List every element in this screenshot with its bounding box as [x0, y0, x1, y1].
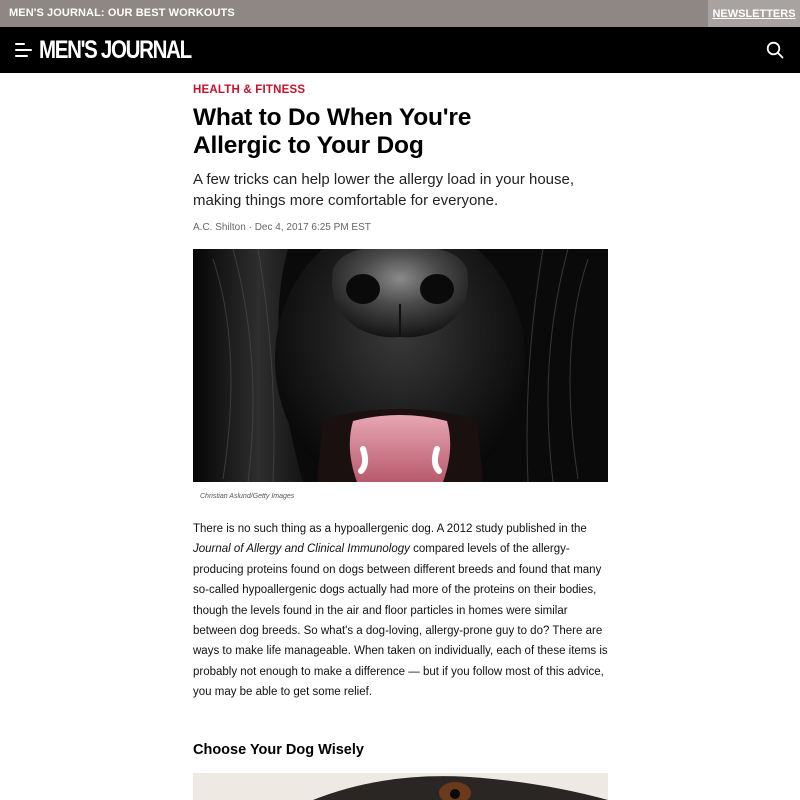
section-image: [193, 773, 608, 800]
paragraph-text-end: compared levels of the allergy-producing proteins found on dogs between different breeds and found that many so-called hypoallergenic dogs actually had more of the proteins on their bodies, though the levels found in the air and floor particles in homes were similar between dog breeds. So what's a dog-loving, allergy-prone guy to do? There are ways to make life manageable. When taken on individually, each of these items is probably not enough to make a difference — but if you follow most of this advice, you may be able to get some relief.: [193, 543, 608, 699]
headline-line-1: What to Do When You're: [193, 104, 472, 131]
category-link[interactable]: HEALTH & FITNESS: [193, 84, 306, 96]
article-headline: [193, 104, 613, 160]
promo-bar: [0, 0, 800, 27]
image-caption: Christian Aslund/Getty Images: [200, 493, 295, 500]
dog-nose-photo: [193, 249, 608, 482]
journal-name: Journal of Allergy and Clinical Immunology: [193, 543, 410, 556]
hero-image: [193, 249, 608, 482]
site-header: [0, 27, 800, 73]
byline-separator: ·: [245, 222, 255, 233]
hamburger-menu-icon[interactable]: [15, 42, 33, 58]
search-icon[interactable]: [766, 41, 784, 59]
article-paragraph: [193, 519, 609, 703]
article-dek: A few tricks can help lower the allergy load in your house, making things more comfortable for everyone.: [193, 171, 575, 209]
promo-link[interactable]: MEN'S JOURNAL: OUR BEST WORKOUTS: [9, 7, 235, 19]
publish-date: Dec 4, 2017 6:25 PM EST: [254, 222, 371, 233]
headline-line-2: Allergic to Your Dog: [193, 132, 424, 159]
dog-eye-photo: [193, 773, 608, 800]
site-logo[interactable]: MEN'S JOURNAL: [39, 36, 191, 64]
author-link[interactable]: A.C. Shilton: [193, 222, 246, 233]
paragraph-text-start: There is no such thing as a hypoallergenic dog. A 2012 study published in the: [193, 523, 587, 535]
newsletters-button[interactable]: NEWSLETTERS: [708, 0, 800, 27]
section-heading: Choose Your Dog Wisely: [193, 742, 364, 758]
byline: [193, 222, 371, 233]
